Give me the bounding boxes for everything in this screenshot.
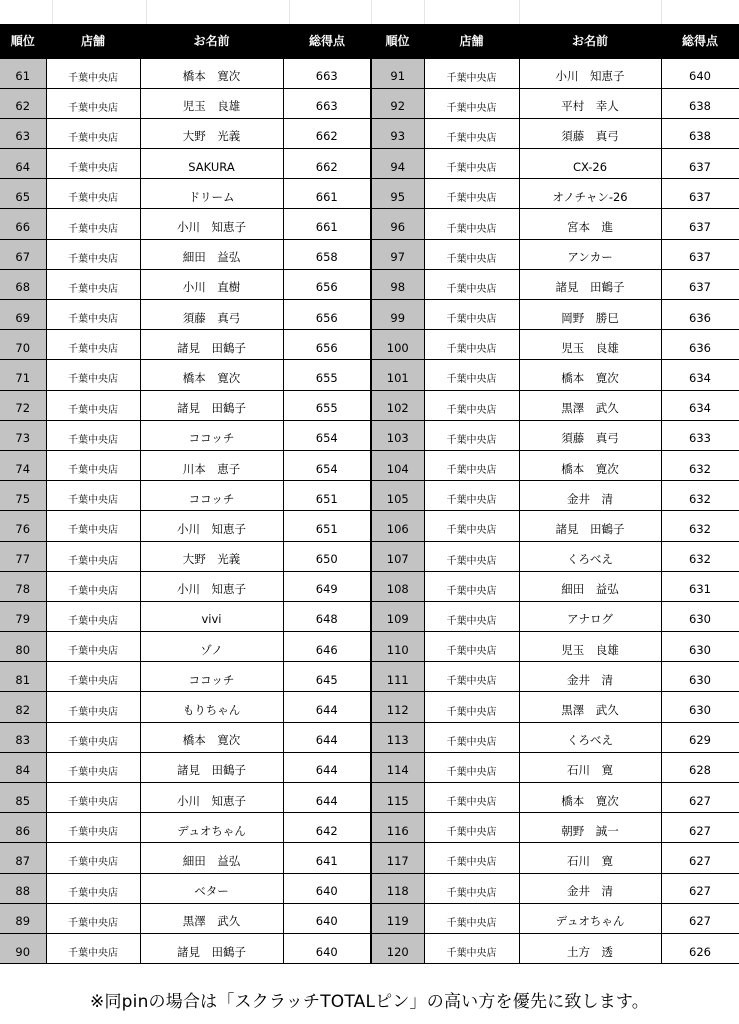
right-score-cell: 637: [661, 239, 739, 269]
left-store-cell: 千葉中央店: [46, 360, 140, 390]
right-score-cell: 634: [661, 360, 739, 390]
right-score-cell: 630: [661, 601, 739, 631]
left-rank-cell: 64: [0, 149, 46, 179]
left-score-cell: 644: [283, 752, 371, 782]
right-rank-cell: 112: [371, 692, 424, 722]
right-rank-cell: 95: [371, 179, 424, 209]
left-rank-cell: 75: [0, 481, 46, 511]
left-store-cell: 千葉中央店: [46, 873, 140, 903]
right-rank-cell: 102: [371, 390, 424, 420]
left-rank-cell: 86: [0, 813, 46, 843]
right-rank-cell: 113: [371, 722, 424, 752]
left-name-cell: 細田 益弘: [140, 239, 283, 269]
left-store-cell: 千葉中央店: [46, 269, 140, 299]
right-rank-cell: 96: [371, 209, 424, 239]
right-store-cell: 千葉中央店: [424, 752, 519, 782]
left-name-cell: 諸見 田鶴子: [140, 752, 283, 782]
right-score-cell: 631: [661, 571, 739, 601]
right-score-cell: 637: [661, 179, 739, 209]
left-rank-cell: 67: [0, 239, 46, 269]
right-store-cell: 千葉中央店: [424, 300, 519, 330]
table-row: [0, 149, 739, 179]
left-rank-cell: 65: [0, 179, 46, 209]
right-name-cell: 石川 寛: [519, 752, 661, 782]
right-store-cell: 千葉中央店: [424, 450, 519, 480]
right-store-cell: 千葉中央店: [424, 209, 519, 239]
table-body: [0, 58, 739, 964]
left-store-cell: 千葉中央店: [46, 390, 140, 420]
left-store-cell: 千葉中央店: [46, 300, 140, 330]
left-score-cell: 646: [283, 632, 371, 662]
right-name-cell: 金井 清: [519, 481, 661, 511]
left-name-cell: 児玉 良雄: [140, 88, 283, 118]
left-rank-cell: 73: [0, 420, 46, 450]
left-store-cell: 千葉中央店: [46, 149, 140, 179]
table-row: [0, 601, 739, 631]
right-store-cell: 千葉中央店: [424, 58, 519, 88]
right-name-cell: 諸見 田鶴子: [519, 269, 661, 299]
right-name-cell: 橋本 寛次: [519, 360, 661, 390]
left-store-cell: 千葉中央店: [46, 420, 140, 450]
left-score-cell: 650: [283, 541, 371, 571]
table-row: [0, 662, 739, 692]
left-rank-cell: 66: [0, 209, 46, 239]
left-rank-cell: 70: [0, 330, 46, 360]
left-name-cell: 細田 益弘: [140, 843, 283, 873]
left-name-cell: 黒澤 武久: [140, 903, 283, 933]
right-rank-cell: 98: [371, 269, 424, 299]
left-rank-cell: 87: [0, 843, 46, 873]
left-score-cell: 661: [283, 179, 371, 209]
right-score-cell: 634: [661, 390, 739, 420]
left-name-cell: 大野 光義: [140, 541, 283, 571]
right-rank-cell: 97: [371, 239, 424, 269]
left-store-cell: 千葉中央店: [46, 450, 140, 480]
right-name-cell: 諸見 田鶴子: [519, 511, 661, 541]
grid-line: [146, 0, 147, 24]
right-rank-cell: 92: [371, 88, 424, 118]
right-name-cell: 岡野 勝巳: [519, 300, 661, 330]
left-name-cell: 橋本 寛次: [140, 360, 283, 390]
left-score-cell: 642: [283, 813, 371, 843]
right-name-cell: 朝野 誠一: [519, 813, 661, 843]
header-score-left: 総得点: [283, 24, 371, 58]
table-row: [0, 933, 739, 963]
table-header: [0, 24, 739, 58]
left-store-cell: 千葉中央店: [46, 722, 140, 752]
right-rank-cell: 105: [371, 481, 424, 511]
left-store-cell: 千葉中央店: [46, 179, 140, 209]
right-score-cell: 629: [661, 722, 739, 752]
table-row: [0, 330, 739, 360]
right-store-cell: 千葉中央店: [424, 330, 519, 360]
left-store-cell: 千葉中央店: [46, 330, 140, 360]
right-score-cell: 626: [661, 933, 739, 963]
left-name-cell: 小川 知恵子: [140, 209, 283, 239]
right-score-cell: 632: [661, 541, 739, 571]
right-rank-cell: 115: [371, 783, 424, 813]
right-rank-cell: 108: [371, 571, 424, 601]
left-score-cell: 645: [283, 662, 371, 692]
grid-line: [519, 0, 520, 24]
header-name-left: お名前: [140, 24, 283, 58]
left-score-cell: 644: [283, 692, 371, 722]
left-rank-cell: 89: [0, 903, 46, 933]
table-row: [0, 541, 739, 571]
left-rank-cell: 61: [0, 58, 46, 88]
right-rank-cell: 110: [371, 632, 424, 662]
left-score-cell: 640: [283, 903, 371, 933]
left-store-cell: 千葉中央店: [46, 511, 140, 541]
table-row: [0, 88, 739, 118]
right-rank-cell: 116: [371, 813, 424, 843]
grid-line: [52, 0, 53, 24]
left-rank-cell: 80: [0, 632, 46, 662]
right-score-cell: 627: [661, 813, 739, 843]
right-name-cell: 金井 清: [519, 662, 661, 692]
left-rank-cell: 63: [0, 118, 46, 148]
right-store-cell: 千葉中央店: [424, 179, 519, 209]
header-score-right: 総得点: [661, 24, 739, 58]
right-name-cell: 黒澤 武久: [519, 692, 661, 722]
left-score-cell: 644: [283, 783, 371, 813]
left-rank-cell: 85: [0, 783, 46, 813]
right-name-cell: くろべえ: [519, 541, 661, 571]
right-store-cell: 千葉中央店: [424, 813, 519, 843]
right-store-cell: 千葉中央店: [424, 511, 519, 541]
left-score-cell: 663: [283, 88, 371, 118]
left-score-cell: 640: [283, 933, 371, 963]
table-row: [0, 632, 739, 662]
header-row: [0, 24, 739, 58]
left-name-cell: 大野 光義: [140, 118, 283, 148]
header-store-right: 店舗: [424, 24, 519, 58]
right-store-cell: 千葉中央店: [424, 88, 519, 118]
right-rank-cell: 109: [371, 601, 424, 631]
right-name-cell: 児玉 良雄: [519, 330, 661, 360]
right-name-cell: 黒澤 武久: [519, 390, 661, 420]
left-name-cell: 小川 知恵子: [140, 783, 283, 813]
spreadsheet-top-gridlines: [0, 0, 739, 24]
right-rank-cell: 120: [371, 933, 424, 963]
table-row: [0, 269, 739, 299]
right-rank-cell: 118: [371, 873, 424, 903]
left-score-cell: 662: [283, 118, 371, 148]
table-row: [0, 481, 739, 511]
left-score-cell: 656: [283, 269, 371, 299]
left-name-cell: 諸見 田鶴子: [140, 933, 283, 963]
left-rank-cell: 78: [0, 571, 46, 601]
right-store-cell: 千葉中央店: [424, 269, 519, 299]
left-rank-cell: 84: [0, 752, 46, 782]
left-store-cell: 千葉中央店: [46, 209, 140, 239]
left-store-cell: 千葉中央店: [46, 813, 140, 843]
right-name-cell: 金井 清: [519, 873, 661, 903]
right-score-cell: 628: [661, 752, 739, 782]
right-score-cell: 627: [661, 903, 739, 933]
left-name-cell: ココッチ: [140, 662, 283, 692]
right-name-cell: アナログ: [519, 601, 661, 631]
header-rank-right: 順位: [371, 24, 424, 58]
left-store-cell: 千葉中央店: [46, 571, 140, 601]
table-row: [0, 390, 739, 420]
left-rank-cell: 83: [0, 722, 46, 752]
left-store-cell: 千葉中央店: [46, 903, 140, 933]
left-name-cell: 橋本 寛次: [140, 58, 283, 88]
right-store-cell: 千葉中央店: [424, 149, 519, 179]
left-name-cell: 諸見 田鶴子: [140, 330, 283, 360]
right-store-cell: 千葉中央店: [424, 420, 519, 450]
right-store-cell: 千葉中央店: [424, 903, 519, 933]
left-rank-cell: 69: [0, 300, 46, 330]
right-rank-cell: 106: [371, 511, 424, 541]
right-score-cell: 637: [661, 209, 739, 239]
right-store-cell: 千葉中央店: [424, 662, 519, 692]
right-name-cell: 橋本 寛次: [519, 450, 661, 480]
footer-note: ※同pinの場合は「スクラッチTOTALピン」の高い方を優先に致します。: [90, 992, 649, 1012]
left-score-cell: 655: [283, 360, 371, 390]
left-store-cell: 千葉中央店: [46, 58, 140, 88]
left-name-cell: vivi: [140, 601, 283, 631]
right-store-cell: 千葉中央店: [424, 933, 519, 963]
left-score-cell: 644: [283, 722, 371, 752]
left-name-cell: デュオちゃん: [140, 813, 283, 843]
left-rank-cell: 68: [0, 269, 46, 299]
left-store-cell: 千葉中央店: [46, 843, 140, 873]
grid-line: [371, 0, 372, 24]
left-score-cell: 662: [283, 149, 371, 179]
left-name-cell: 小川 知恵子: [140, 571, 283, 601]
table-row: [0, 571, 739, 601]
left-score-cell: 663: [283, 58, 371, 88]
left-name-cell: ベター: [140, 873, 283, 903]
right-rank-cell: 93: [371, 118, 424, 148]
left-name-cell: もりちゃん: [140, 692, 283, 722]
left-rank-cell: 77: [0, 541, 46, 571]
grid-line: [424, 0, 425, 24]
right-store-cell: 千葉中央店: [424, 360, 519, 390]
ranking-table-wrapper: [0, 24, 739, 964]
header-name-right: お名前: [519, 24, 661, 58]
left-rank-cell: 74: [0, 450, 46, 480]
right-rank-cell: 91: [371, 58, 424, 88]
right-rank-cell: 103: [371, 420, 424, 450]
right-score-cell: 636: [661, 300, 739, 330]
right-name-cell: 石川 寛: [519, 843, 661, 873]
right-rank-cell: 119: [371, 903, 424, 933]
right-score-cell: 627: [661, 843, 739, 873]
table-row: [0, 511, 739, 541]
right-score-cell: 627: [661, 873, 739, 903]
left-store-cell: 千葉中央店: [46, 632, 140, 662]
left-store-cell: 千葉中央店: [46, 692, 140, 722]
right-score-cell: 632: [661, 511, 739, 541]
table-row: [0, 903, 739, 933]
left-score-cell: 641: [283, 843, 371, 873]
right-rank-cell: 117: [371, 843, 424, 873]
grid-line: [661, 0, 662, 24]
left-name-cell: 諸見 田鶴子: [140, 390, 283, 420]
right-store-cell: 千葉中央店: [424, 632, 519, 662]
right-store-cell: 千葉中央店: [424, 571, 519, 601]
left-name-cell: 橋本 寛次: [140, 722, 283, 752]
right-name-cell: アンカー: [519, 239, 661, 269]
table-row: [0, 722, 739, 752]
left-score-cell: 649: [283, 571, 371, 601]
right-score-cell: 632: [661, 450, 739, 480]
right-rank-cell: 111: [371, 662, 424, 692]
left-name-cell: SAKURA: [140, 149, 283, 179]
header-rank-left: 順位: [0, 24, 46, 58]
table-row: [0, 420, 739, 450]
right-store-cell: 千葉中央店: [424, 541, 519, 571]
left-name-cell: 小川 知恵子: [140, 511, 283, 541]
left-score-cell: 651: [283, 511, 371, 541]
right-store-cell: 千葉中央店: [424, 843, 519, 873]
left-store-cell: 千葉中央店: [46, 541, 140, 571]
left-score-cell: 661: [283, 209, 371, 239]
right-rank-cell: 114: [371, 752, 424, 782]
left-rank-cell: 76: [0, 511, 46, 541]
table-row: [0, 873, 739, 903]
left-store-cell: 千葉中央店: [46, 933, 140, 963]
left-rank-cell: 72: [0, 390, 46, 420]
right-store-cell: 千葉中央店: [424, 390, 519, 420]
table-row: [0, 300, 739, 330]
left-score-cell: 656: [283, 300, 371, 330]
left-score-cell: 654: [283, 450, 371, 480]
right-name-cell: 小川 知恵子: [519, 58, 661, 88]
right-score-cell: 636: [661, 330, 739, 360]
right-store-cell: 千葉中央店: [424, 118, 519, 148]
right-rank-cell: 94: [371, 149, 424, 179]
table-row: [0, 752, 739, 782]
left-score-cell: 648: [283, 601, 371, 631]
left-store-cell: 千葉中央店: [46, 752, 140, 782]
right-name-cell: 橋本 寛次: [519, 783, 661, 813]
left-rank-cell: 90: [0, 933, 46, 963]
table-row: [0, 813, 739, 843]
left-score-cell: 655: [283, 390, 371, 420]
left-store-cell: 千葉中央店: [46, 481, 140, 511]
right-name-cell: 土方 透: [519, 933, 661, 963]
left-rank-cell: 82: [0, 692, 46, 722]
right-score-cell: 630: [661, 692, 739, 722]
left-rank-cell: 71: [0, 360, 46, 390]
right-score-cell: 638: [661, 88, 739, 118]
left-score-cell: 656: [283, 330, 371, 360]
left-rank-cell: 88: [0, 873, 46, 903]
right-score-cell: 632: [661, 481, 739, 511]
left-name-cell: ゾノ: [140, 632, 283, 662]
header-store-left: 店舗: [46, 24, 140, 58]
left-name-cell: ココッチ: [140, 481, 283, 511]
table-row: [0, 118, 739, 148]
right-score-cell: 630: [661, 632, 739, 662]
right-store-cell: 千葉中央店: [424, 601, 519, 631]
left-score-cell: 658: [283, 239, 371, 269]
right-rank-cell: 99: [371, 300, 424, 330]
left-name-cell: 小川 直樹: [140, 269, 283, 299]
right-name-cell: 須藤 真弓: [519, 118, 661, 148]
left-score-cell: 640: [283, 873, 371, 903]
right-name-cell: 宮本 進: [519, 209, 661, 239]
left-name-cell: ココッチ: [140, 420, 283, 450]
left-store-cell: 千葉中央店: [46, 783, 140, 813]
right-score-cell: 640: [661, 58, 739, 88]
left-score-cell: 651: [283, 481, 371, 511]
right-score-cell: 633: [661, 420, 739, 450]
right-name-cell: 平村 幸人: [519, 88, 661, 118]
right-store-cell: 千葉中央店: [424, 722, 519, 752]
table-row: [0, 179, 739, 209]
right-name-cell: 細田 益弘: [519, 571, 661, 601]
table-row: [0, 450, 739, 480]
right-rank-cell: 101: [371, 360, 424, 390]
left-store-cell: 千葉中央店: [46, 601, 140, 631]
grid-line: [289, 0, 290, 24]
right-rank-cell: 104: [371, 450, 424, 480]
ranking-table: [0, 24, 739, 964]
table-row: [0, 843, 739, 873]
left-store-cell: 千葉中央店: [46, 239, 140, 269]
left-rank-cell: 81: [0, 662, 46, 692]
right-score-cell: 627: [661, 783, 739, 813]
right-name-cell: 児玉 良雄: [519, 632, 661, 662]
left-name-cell: 須藤 真弓: [140, 300, 283, 330]
right-name-cell: CX-26: [519, 149, 661, 179]
right-score-cell: 630: [661, 662, 739, 692]
table-row: [0, 58, 739, 88]
right-name-cell: 須藤 真弓: [519, 420, 661, 450]
right-store-cell: 千葉中央店: [424, 239, 519, 269]
right-score-cell: 637: [661, 269, 739, 299]
table-row: [0, 209, 739, 239]
left-store-cell: 千葉中央店: [46, 88, 140, 118]
right-name-cell: くろべえ: [519, 722, 661, 752]
table-row: [0, 239, 739, 269]
right-rank-cell: 107: [371, 541, 424, 571]
left-name-cell: ドリーム: [140, 179, 283, 209]
table-row: [0, 783, 739, 813]
right-score-cell: 637: [661, 149, 739, 179]
right-name-cell: オノチャン-26: [519, 179, 661, 209]
left-score-cell: 654: [283, 420, 371, 450]
right-rank-cell: 100: [371, 330, 424, 360]
left-store-cell: 千葉中央店: [46, 118, 140, 148]
left-store-cell: 千葉中央店: [46, 662, 140, 692]
table-row: [0, 692, 739, 722]
right-store-cell: 千葉中央店: [424, 873, 519, 903]
left-rank-cell: 79: [0, 601, 46, 631]
table-row: [0, 360, 739, 390]
right-store-cell: 千葉中央店: [424, 692, 519, 722]
left-name-cell: 川本 恵子: [140, 450, 283, 480]
right-score-cell: 638: [661, 118, 739, 148]
right-store-cell: 千葉中央店: [424, 481, 519, 511]
right-store-cell: 千葉中央店: [424, 783, 519, 813]
left-rank-cell: 62: [0, 88, 46, 118]
right-name-cell: デュオちゃん: [519, 903, 661, 933]
